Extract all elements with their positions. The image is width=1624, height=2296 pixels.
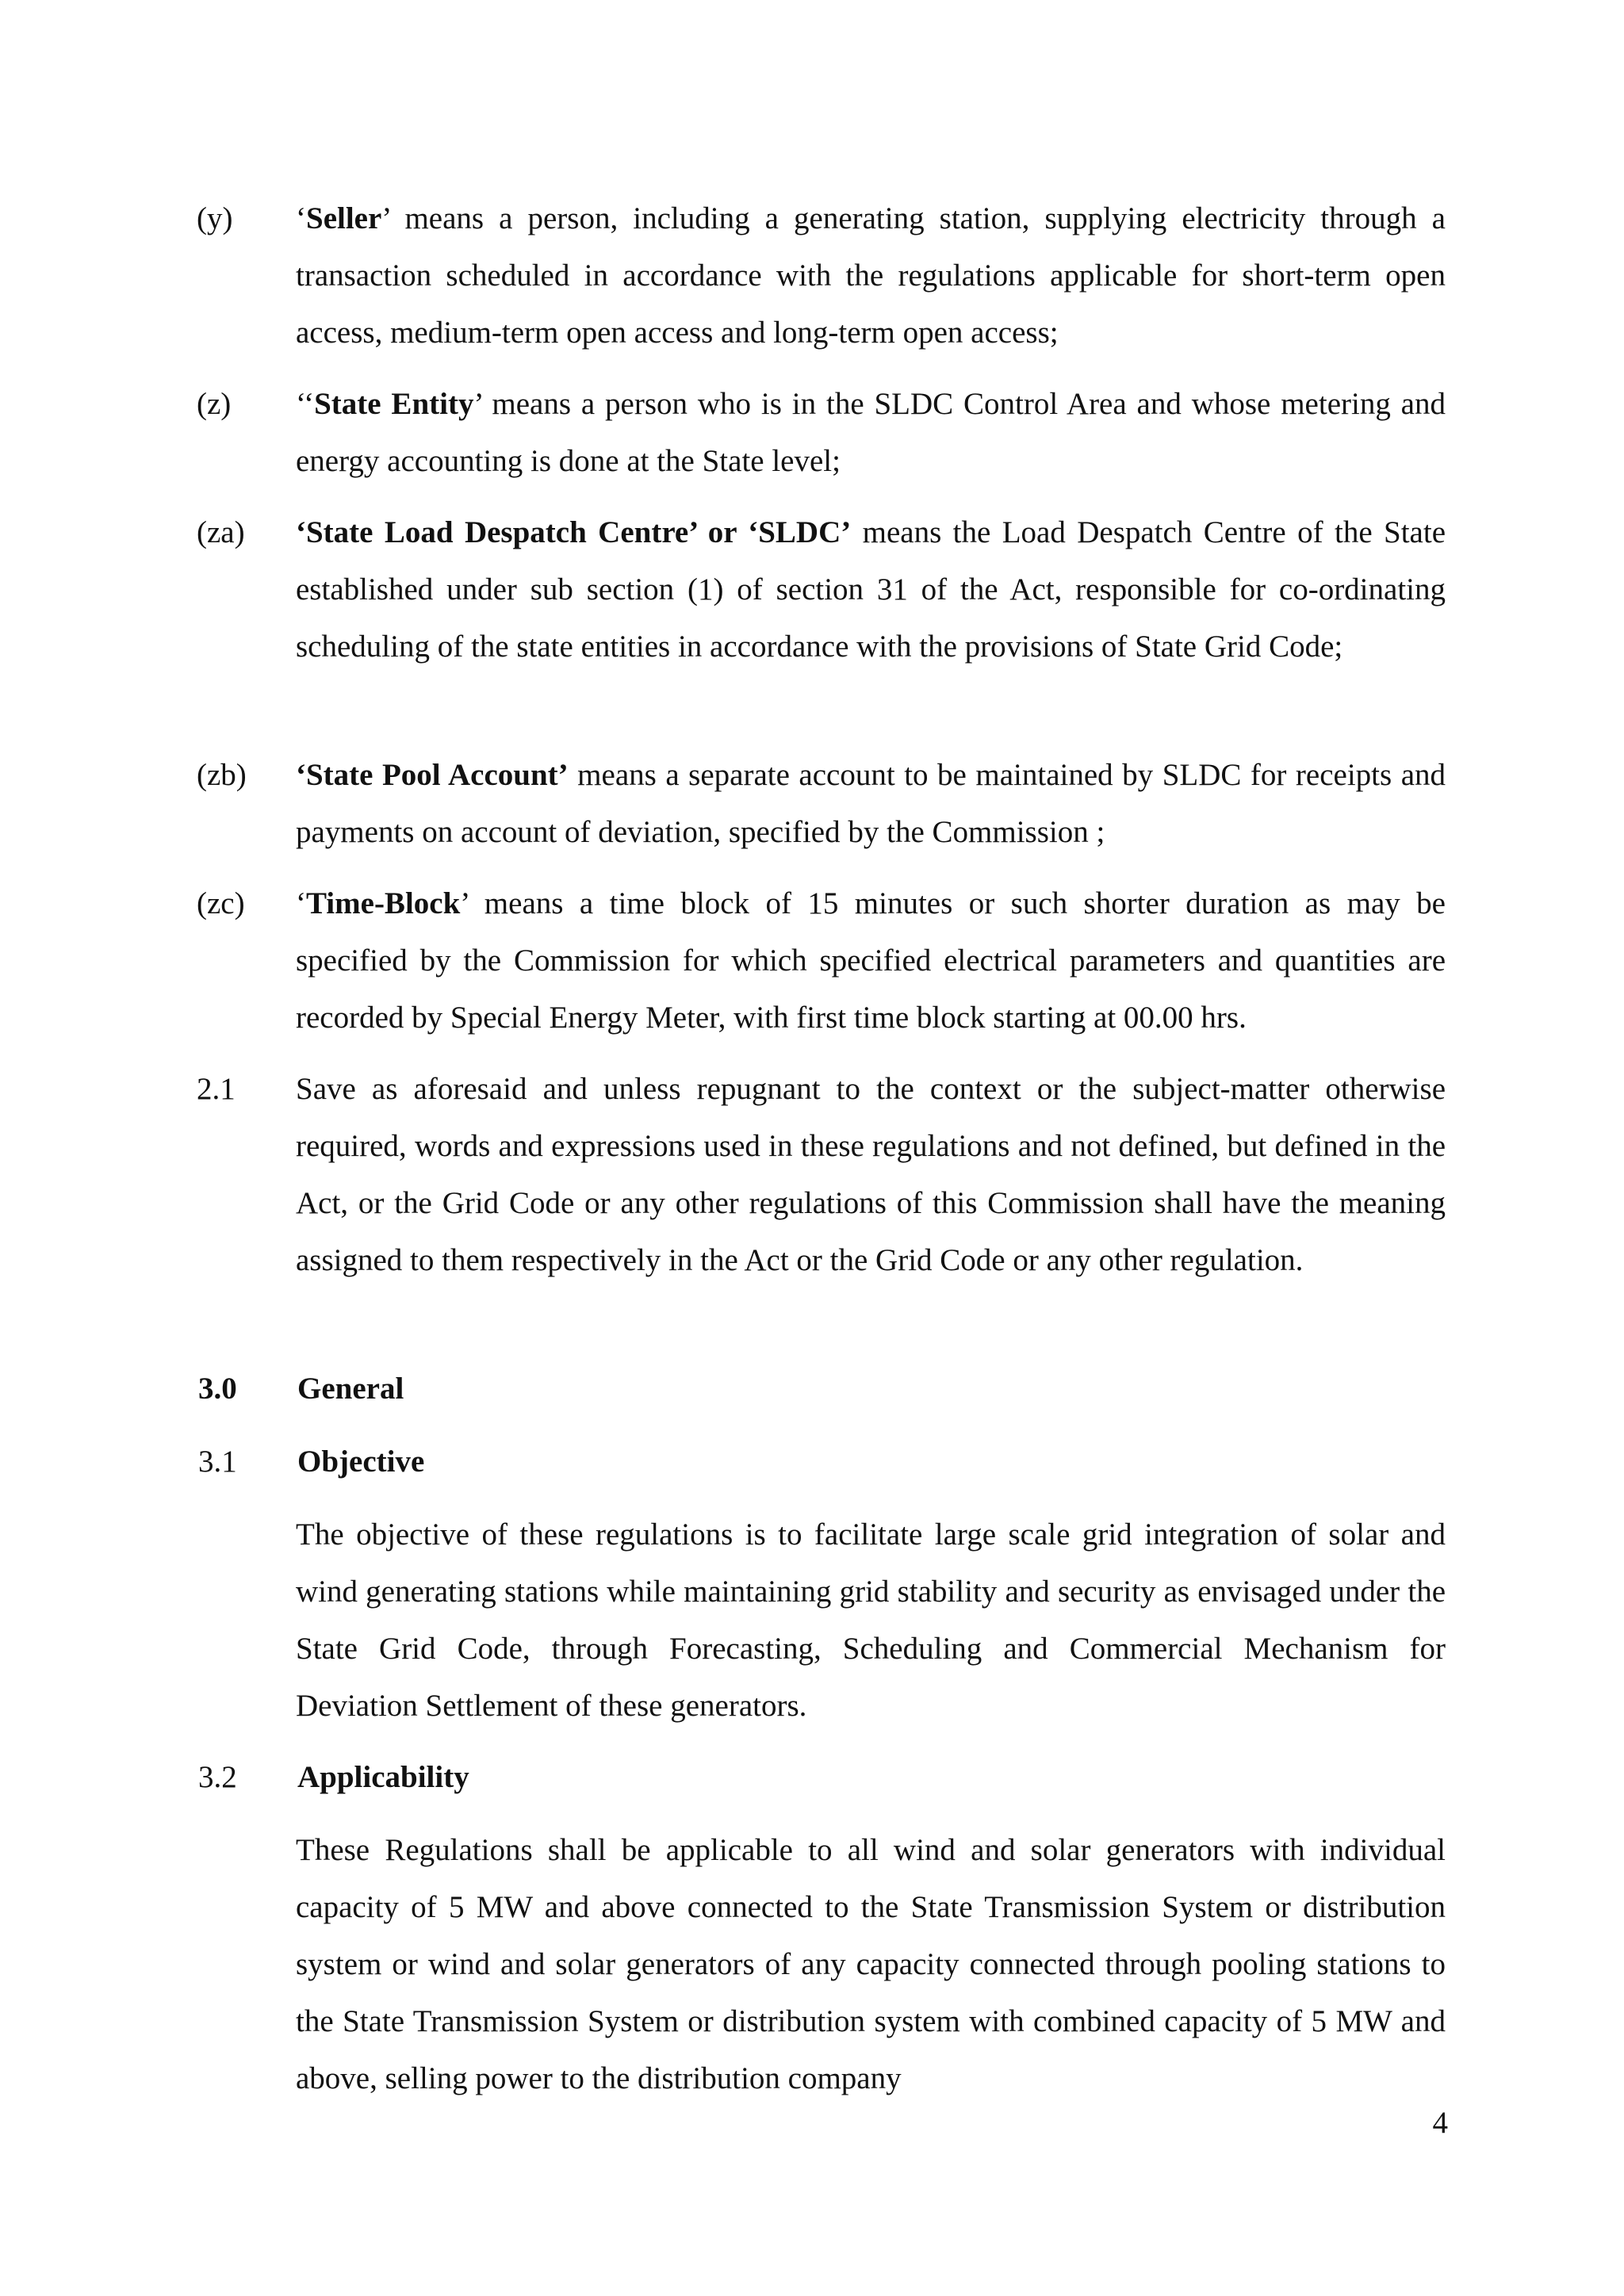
definition-term: State Entity bbox=[314, 387, 474, 421]
section-title: General bbox=[297, 1372, 404, 1406]
clause-number: 3.1 bbox=[198, 1445, 237, 1479]
definition-number: (y) bbox=[197, 201, 233, 235]
definition-term: Time-Block bbox=[306, 886, 461, 920]
definition-item bbox=[198, 376, 1446, 490]
definition-item bbox=[198, 504, 1446, 675]
clause-3-2-body bbox=[198, 1822, 1446, 2107]
definition-item bbox=[198, 190, 1446, 362]
definition-text: ‘‘State Entity’ means a person who is in the SLDC Control Area and whose metering and energy accounting is done at the State level; bbox=[296, 387, 1446, 478]
definition-item bbox=[198, 875, 1446, 1047]
clause-title: Applicability bbox=[297, 1760, 469, 1794]
definition-term: ‘State Load Despatch Centre’ or ‘SLDC’ bbox=[296, 515, 852, 549]
definition-term: ‘State Pool Account’ bbox=[296, 758, 569, 792]
definition-number: (za) bbox=[197, 515, 245, 549]
clause-number: 2.1 bbox=[197, 1072, 236, 1106]
clause-heading-applicability bbox=[198, 1749, 469, 1806]
definition-number: (z) bbox=[197, 387, 232, 421]
definition-text: ‘State Pool Account’ means a separate account to be maintained by SLDC for receipts and payments on account of deviation, specified by the Commission ; bbox=[296, 758, 1446, 849]
clause-3-1-body bbox=[198, 1506, 1446, 1735]
definition-number: (zc) bbox=[197, 886, 245, 920]
section-heading-general bbox=[198, 1360, 404, 1418]
definition-item bbox=[198, 747, 1446, 861]
definition-text: ‘Time-Block’ means a time block of 15 minutes or such shorter duration as may be specified by the Commission for which specified electrical parameters and quantities are recorded by Special Energy Meter, with first time block starting at 00.00 hrs. bbox=[296, 886, 1446, 1035]
definition-text: ‘Seller’ means a person, including a generating station, supplying electricity through a transaction scheduled in accordance with the regulations applicable for short-term open access, medium-term open access and long-term open access; bbox=[296, 201, 1446, 350]
definition-term: Seller bbox=[306, 201, 382, 235]
page-number: 4 bbox=[1432, 2106, 1448, 2140]
clause-text: The objective of these regulations is to facilitate large scale grid integration of solar and wind generating stations while maintaining grid stability and security as envisaged under the State Grid Code, through Forecasting, Scheduling and Commercial Mechanism for Deviation Settlement of these generators. bbox=[296, 1517, 1446, 1723]
clause-title: Objective bbox=[297, 1445, 425, 1479]
clause-text: These Regulations shall be applicable to all wind and solar generators with individual capacity of 5 MW and above connected to the State Transmission System or distribution system or wind and solar generators of any capacity connected through pooling stations to the State Transmission System or distribution system with combined capacity of 5 MW and above, selling power to the distribution company bbox=[296, 1833, 1446, 2095]
definition-number: (zb) bbox=[197, 758, 247, 792]
clause-number: 3.2 bbox=[198, 1760, 237, 1794]
clause-heading-objective bbox=[198, 1433, 424, 1490]
clause-text: Save as aforesaid and unless repugnant to the context or the subject-matter otherwise required, words and expressions used in these regulations and not defined, but defined in the Act, or the Grid Code or any other regulations of this Commission shall have the meaning assigned to them respectively in the Act or the Grid Code or any other regulation. bbox=[296, 1072, 1446, 1277]
definition-text: ‘State Load Despatch Centre’ or ‘SLDC’ means the Load Despatch Centre of the State established under sub section (1) of section 31 of the Act, responsible for co-ordinating scheduling of the state entities in accordance with the provisions of State Grid Code; bbox=[296, 515, 1446, 664]
section-number: 3.0 bbox=[198, 1372, 237, 1406]
clause-2-1 bbox=[198, 1061, 1446, 1289]
